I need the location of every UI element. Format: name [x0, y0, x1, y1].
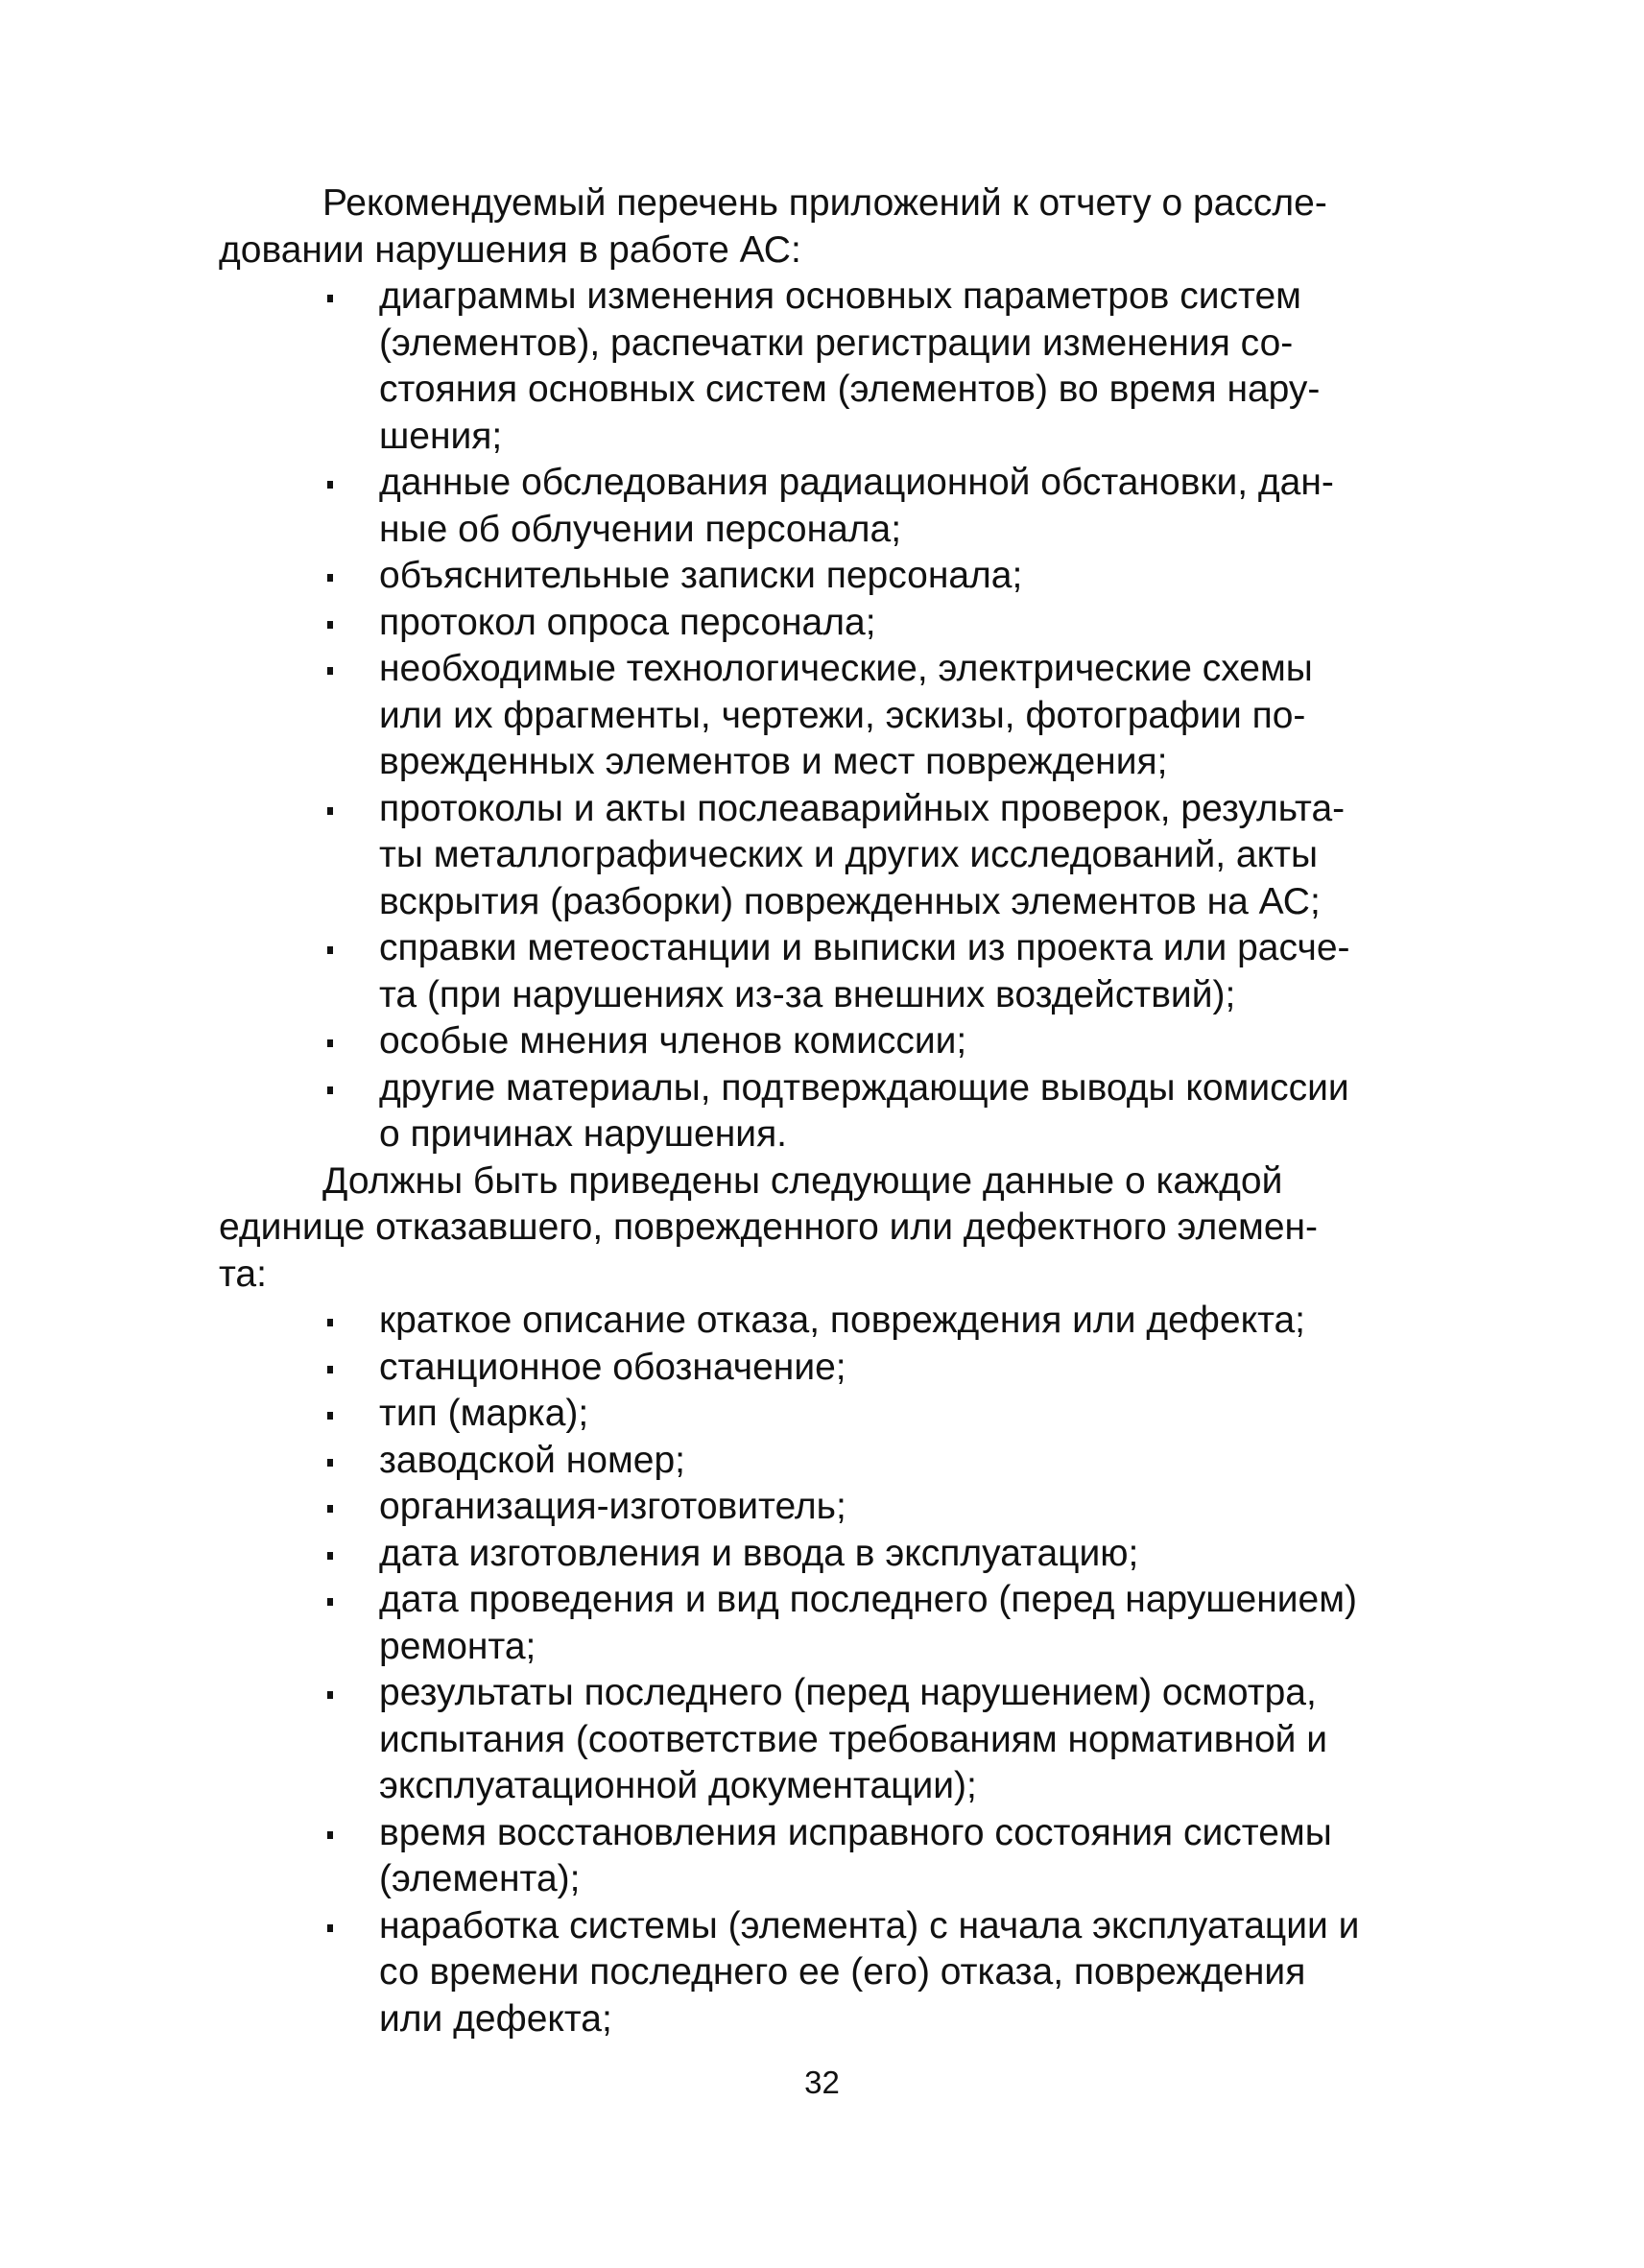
text-line: дата изготовления и ввода в эксплуатацию;	[379, 1532, 1139, 1574]
text-line: станционное обозначение;	[379, 1346, 846, 1388]
appendix-list	[219, 274, 1430, 1158]
text-line: результаты последнего (перед нарушением) осмотра,	[379, 1672, 1317, 1713]
bullet-icon	[327, 1366, 333, 1373]
text-line: шения;	[379, 415, 503, 457]
text-line: или их фрагменты, чертежи, эскизы, фотографии по-	[379, 694, 1306, 736]
text-line: дата проведения и вид последнего (перед нарушением)	[379, 1579, 1358, 1620]
list-item	[219, 274, 1430, 460]
text-line: врежденных элементов и мест повреждения;	[379, 741, 1168, 782]
bullet-icon	[327, 1086, 333, 1094]
bullet-icon	[327, 481, 333, 489]
bullet-icon	[327, 1691, 333, 1699]
list-item	[219, 1670, 1430, 1810]
text-line: Должны быть приведены следующие данные о каждой	[322, 1159, 1283, 1202]
text-line: наработка системы (элемента) с начала эксплуатации и	[379, 1904, 1360, 1946]
text-line: Рекомендуемый перечень приложений к отчету о рассле-	[322, 182, 1327, 224]
bullet-icon	[327, 667, 333, 675]
text-line: справки метеостанции и выписки из проекта или расче-	[379, 927, 1350, 968]
bullet-icon	[327, 295, 333, 302]
text-line: другие материалы, подтверждающие выводы комиссии	[379, 1066, 1349, 1109]
bullet-icon	[327, 946, 333, 954]
text-line: необходимые технологические, электрические схемы	[379, 648, 1313, 689]
text-line: диаграммы изменения основных параметров систем	[379, 275, 1301, 317]
bullet-icon	[327, 807, 333, 815]
list-item	[219, 1391, 1430, 1438]
list-item	[219, 646, 1430, 786]
list-item	[219, 1298, 1430, 1345]
text-line: ные об облучении персонала;	[379, 508, 902, 550]
bullet-icon	[327, 1459, 333, 1467]
bullet-icon	[327, 1319, 333, 1326]
bullet-icon	[327, 1924, 333, 1932]
text-line: протокол опроса персонала;	[379, 601, 876, 643]
text-line: о причинах нарушения.	[379, 1113, 788, 1155]
text-line: протоколы и акты послеаварийных проверок, результа-	[379, 787, 1346, 829]
text-line: та (при нарушениях из-за внешних воздействий);	[379, 973, 1236, 1015]
list-item	[219, 553, 1430, 600]
text-line: та:	[219, 1253, 267, 1295]
bullet-icon	[327, 574, 333, 582]
list-item	[219, 1577, 1430, 1670]
list-item	[219, 1345, 1430, 1392]
text-line: краткое описание отказа, повреждения или дефекта;	[379, 1300, 1306, 1341]
element-data-list	[219, 1298, 1430, 2042]
list-item	[219, 1018, 1430, 1065]
text-line: ты металлографических и других исследований, акты	[379, 834, 1318, 875]
text-line: (элементов), распечатки регистрации изменения со-	[379, 322, 1294, 364]
text-line: ремонта;	[379, 1625, 536, 1667]
bullet-icon	[327, 1039, 333, 1047]
list-item	[219, 1531, 1430, 1578]
text-line: со времени последнего ее (его) отказа, повреждения	[379, 1951, 1306, 1993]
text-line: стояния основных систем (элементов) во время нару-	[379, 369, 1321, 410]
bullet-icon	[327, 1412, 333, 1420]
text-line: вскрытия (разборки) поврежденных элементов на АС;	[379, 880, 1321, 922]
list-item	[219, 1903, 1430, 2043]
list-item	[219, 460, 1430, 553]
bullet-icon	[327, 621, 333, 629]
list-item	[219, 600, 1430, 647]
element-data-paragraph	[219, 1158, 1430, 1299]
page-content	[219, 180, 1430, 2042]
text-line: испытания (соответствие требованиям нормативной и	[379, 1718, 1328, 1760]
text-line: особые мнения членов комиссии;	[379, 1020, 967, 1062]
bullet-icon	[327, 1552, 333, 1560]
intro-paragraph	[219, 180, 1430, 274]
page-number: 32	[804, 2065, 840, 2100]
text-line: эксплуатационной документации);	[379, 1765, 977, 1806]
list-item	[219, 1484, 1430, 1531]
bullet-icon	[327, 1505, 333, 1513]
text-line: заводской номер;	[379, 1439, 686, 1481]
text-line: (элемента);	[379, 1858, 581, 1899]
bullet-icon	[327, 1598, 333, 1606]
text-line: организация-изготовитель;	[379, 1486, 846, 1527]
list-item	[219, 786, 1430, 926]
text-line: или дефекта;	[379, 1997, 612, 2040]
text-line: данные обследования радиационной обстановки, дан-	[379, 462, 1334, 503]
text-line: довании нарушения в работе АС:	[219, 228, 801, 271]
text-line: тип (марка);	[379, 1393, 589, 1434]
text-line: время восстановления исправного состояния системы	[379, 1811, 1332, 1853]
text-line: единице отказавшего, поврежденного или дефектного элемен-	[219, 1206, 1319, 1248]
list-item	[219, 925, 1430, 1018]
list-item	[219, 1438, 1430, 1485]
text-line: объяснительные записки персонала;	[379, 555, 1023, 596]
list-item	[219, 1810, 1430, 1903]
list-item	[219, 1065, 1430, 1158]
bullet-icon	[327, 1831, 333, 1839]
